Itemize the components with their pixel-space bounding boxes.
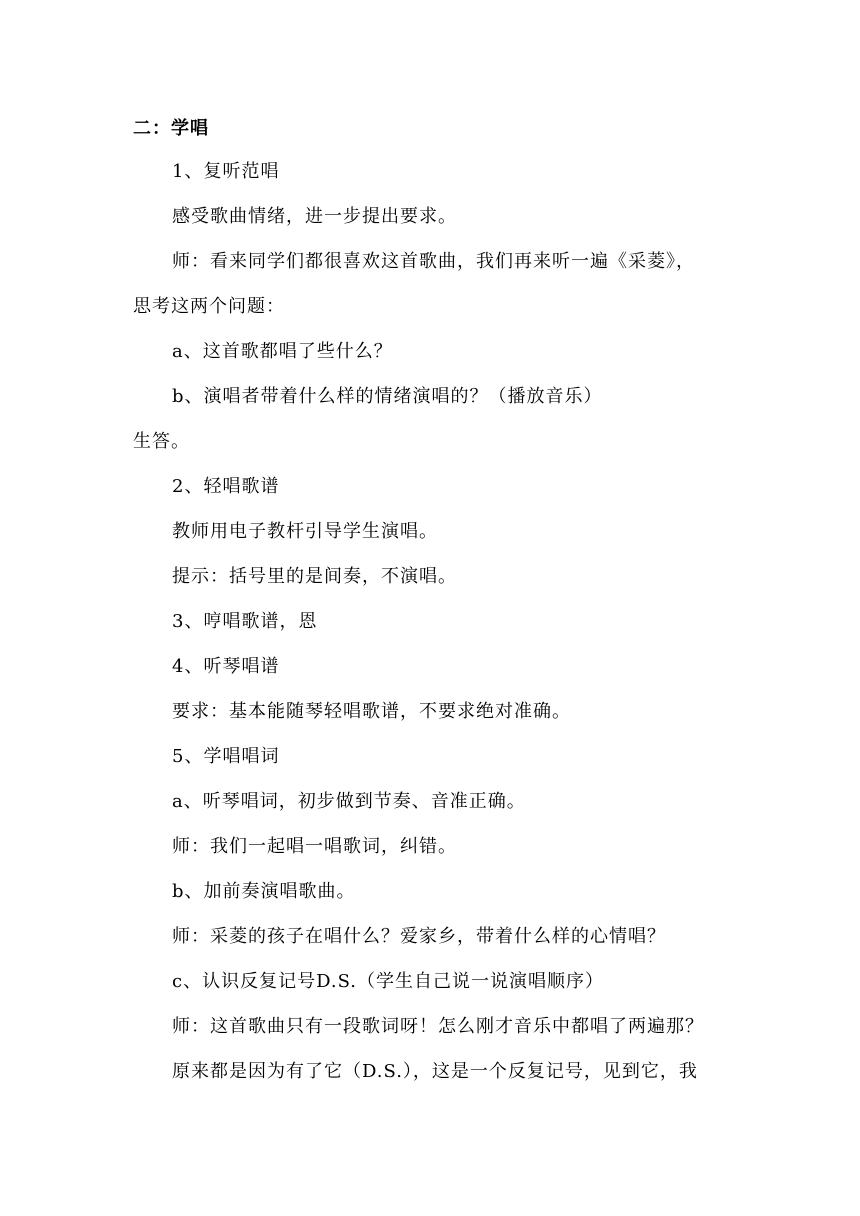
paragraph-line: 提示：括号里的是间奏，不演唱。 (172, 566, 457, 587)
paragraph-line: a、听琴唱词，初步做到节奏、音准正确。 (172, 791, 526, 812)
paragraph-line: 师：这首歌曲只有一段歌词呀！怎么刚才音乐中都唱了两遍那？ (172, 1016, 704, 1037)
paragraph-line: 原来都是因为有了它（D.S.），这是一个反复记号，见到它，我 (172, 1061, 698, 1082)
paragraph-line: 4、听琴唱谱 (172, 656, 280, 677)
paragraph-line: 感受歌曲情绪，进一步提出要求。 (172, 206, 457, 227)
paragraph-line: b、演唱者带着什么样的情绪演唱的？（播放音乐） (172, 386, 603, 407)
paragraph-line: 5、学唱唱词 (172, 746, 280, 767)
paragraph-line: 1、复听范唱 (172, 161, 280, 182)
paragraph-line: 思考这两个问题： (133, 296, 285, 317)
paragraph-line: 3、哼唱歌谱，恩 (172, 611, 318, 632)
paragraph-line: 师：看来同学们都很喜欢这首歌曲，我们再来听一遍《采菱》， (172, 251, 695, 272)
paragraph-line: 2、轻唱歌谱 (172, 476, 280, 497)
paragraph-line: 师：采菱的孩子在唱什么？爱家乡，带着什么样的心情唱？ (172, 926, 666, 947)
paragraph-line: 教师用电子教杆引导学生演唱。 (172, 521, 438, 542)
paragraph-line: b、加前奏演唱歌曲。 (172, 881, 356, 902)
paragraph-line: 生答。 (133, 431, 190, 452)
paragraph-line: 师：我们一起唱一唱歌词，纠错。 (172, 836, 457, 857)
paragraph-line: 要求：基本能随琴轻唱歌谱，不要求绝对准确。 (172, 701, 571, 722)
section-heading: 二：学唱 (133, 118, 209, 139)
paragraph-line: a、这首歌都唱了些什么？ (172, 341, 393, 362)
paragraph-line: c、认识反复记号D.S.（学生自己说一说演唱顺序） (172, 971, 605, 992)
